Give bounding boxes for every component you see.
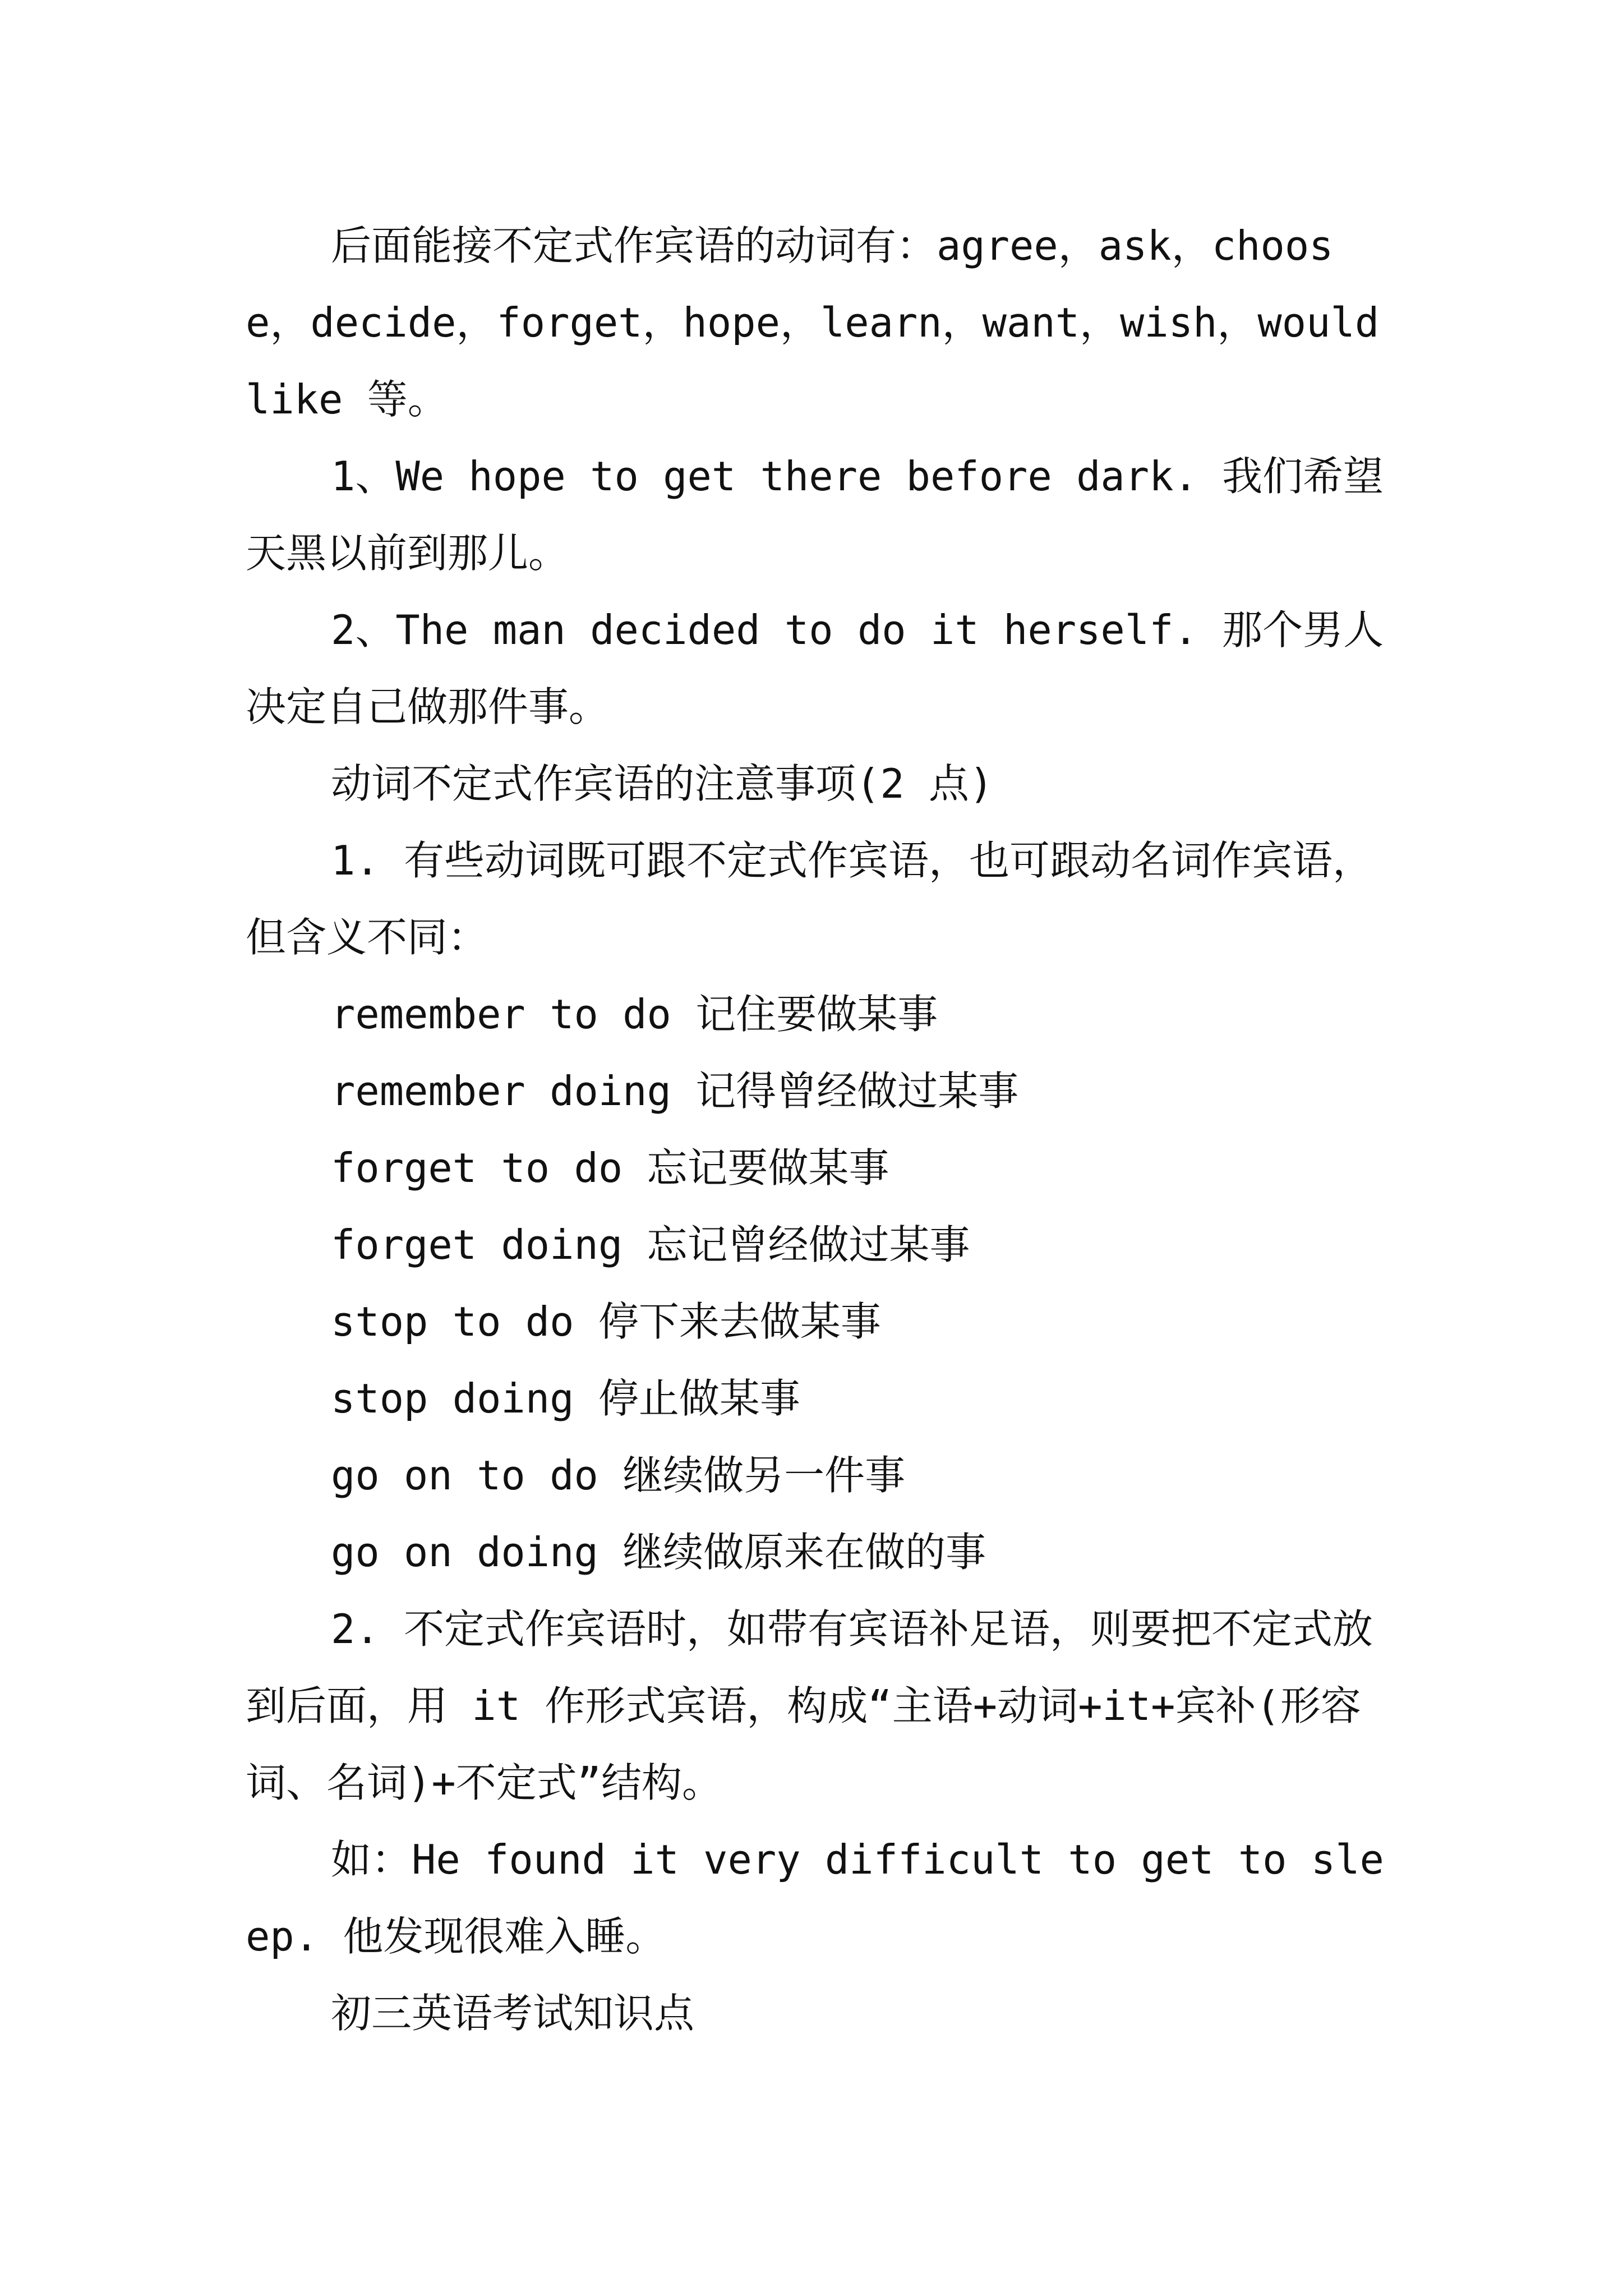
verb-pair-item: remember doing 记得曾经做过某事 [331, 1068, 1019, 1115]
verb-pair-item: stop doing 停止做某事 [331, 1375, 800, 1422]
verb-pair-item: remember to do 记住要做某事 [331, 991, 938, 1038]
note-2-example: 如：He found it very difficult to get to sleep. 他发现很难入睡。 [246, 1836, 1384, 1960]
verb-pair-item: go on doing 继续做原来在做的事 [331, 1529, 986, 1576]
verb-pair-item: stop to do 停下来去做某事 [331, 1298, 881, 1345]
verb-pair-item: forget to do 忘记要做某事 [331, 1144, 889, 1191]
notes-heading: 动词不定式作宾语的注意事项(2 点) [331, 760, 994, 807]
document-body [246, 208, 1395, 2052]
example-sentence-1: 1、We hope to get there before dark. 我们希望天黑以前到那儿。 [246, 453, 1384, 577]
verb-pair-item: go on to do 继续做另一件事 [331, 1452, 906, 1499]
note-1: 1. 有些动词既可跟不定式作宾语，也可跟动名词作宾语，但含义不同： [246, 837, 1373, 961]
note-2: 2. 不定式作宾语时，如带有宾语补足语，则要把不定式放到后面，用 it 作形式宾语，构成“主语+动词+it+宾补(形容词、名词)+不定式”结构。 [246, 1605, 1373, 1806]
example-sentence-2: 2、The man decided to do it herself. 那个男人决定自己做那件事。 [246, 606, 1384, 730]
next-section-heading: 初三英语考试知识点 [331, 1990, 695, 2037]
verb-pair-item: forget doing 忘记曾经做过某事 [331, 1221, 970, 1268]
intro-paragraph: 后面能接不定式作宾语的动词有：agree，ask，choose，decide，forget，hope，learn，want，wish，would like 等。 [246, 222, 1380, 423]
